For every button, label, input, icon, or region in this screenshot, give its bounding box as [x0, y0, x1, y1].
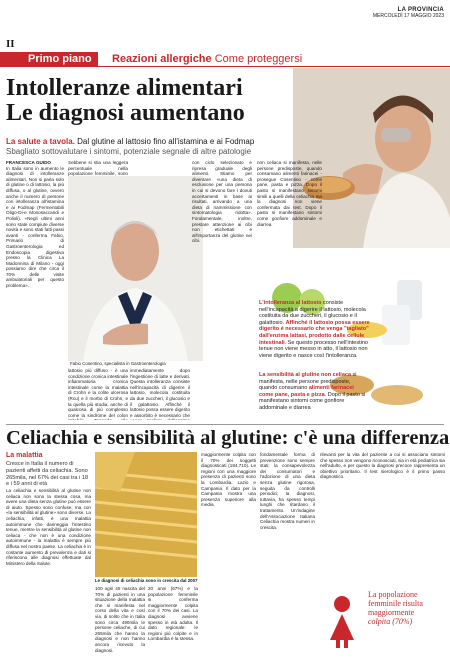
infobox-gluten-tail: . Dopo il pasto si manifestano sintomi come gonfiore addominale e diarrea: [259, 391, 366, 411]
article1-column-5-text: con ciclo selezionato e ripresa graduale degli alimenti. Stiamo per diventare «una dieta di esclusione per una persona in cui si devono fare i dovuti accertamenti in base ai risultati, arrivando a una dieta di riammissione con sintomatologia ridotta». Fondamentale, inoltre, prestare attenzione ai cibi non etichettati e all'importanza del glutine nei cibi.: [192, 160, 252, 244]
pasta-illustration: [95, 452, 197, 577]
article2-column-5: [260, 452, 315, 654]
pull-quote-line-4: colpita (70%): [368, 617, 413, 626]
subhead-deck: Sbagliato sottovalutare i sintomi, potenziale segnale di altre patologie: [6, 147, 252, 156]
female-icon: [320, 590, 364, 650]
headline-line-2: Le diagnosi aumentano: [6, 100, 245, 126]
sidebox-text: Cresce in Italia il numero di pazienti affetti da celiachia. Sono 265mila, nel 67% dei casi tra i 18 e i 59 anni di età: [6, 461, 89, 488]
headline-line-1: Intolleranze alimentari: [6, 75, 243, 101]
infobox-lactose-tail: . Se questo processo nell'intestino tenue non viene messo in atto, il lattosio non viene digerito e nasce così l'intolleranza.: [259, 339, 368, 359]
article1-column-1: [6, 160, 64, 410]
section-kicker: [112, 52, 302, 66]
masthead: [373, 7, 444, 19]
article1-column-2: [68, 160, 128, 176]
infobox-gluten: [259, 372, 369, 412]
article1-column-6-text: non celiaca si manifesta, nelle persone predisposte, quando consumano alimenti farinacei - prosegue Cosentino - come pane, pasta e pizza. Dopo il pasto si manifestano sintomi simili a quelli della celiachia ma la diagnosi non viene confermata dai test. Dopo il pasto si manifestano sintomi come gonfiore addominale e diarrea.: [257, 160, 322, 227]
article1-column-2-text: Sebbene si stia una leggera percentuale nella popolazione femminile, sono: [68, 160, 128, 176]
pull-quote: [368, 590, 446, 626]
infobox-lactose: [259, 300, 374, 359]
doctor-illustration: [68, 176, 203, 361]
infobox-gluten-title: La sensibilità al glutine non celiaca: [259, 372, 351, 378]
article-divider: [6, 424, 444, 425]
subhead-lead: La salute a tavola.: [6, 137, 75, 146]
photo-doctor-caption: Fabio Cosentino, specialista in Gastroenterologia: [70, 361, 166, 366]
article2-column-4-text: maggiormente colpita con il 70% dei soggetti diagnosticati (184.710). Le regioni con una maggiore presenza di pazienti sono la Lombardia, Lazio e Campania. Il dato per la Campania mostra una presenza superiore alla media.: [201, 452, 256, 508]
article2-column-1-text: La celiachia e sensibilità al glutine non celiaca non sono la stessa cosa, ma avere una dieta senza glutine può essere di aiuto. Spesso sono confuse, ma con «la sensibilità al glutine» sono diverse. La celiachia, infatti, è una malattia autoimmune che danneggia l'intestino tenue, mentre la sensibilità al glutine non celiaca - che non è una condizione autoimmune - la malattia è sempre più diffusa nel nostro paese. La celiachia è in costante aumento di prevalenza e dati si riferiscono alle diagnosi effettuate dal Ministero della Salute.: [6, 488, 91, 566]
article1-column-5: [192, 160, 252, 420]
article2-column-3-text: 20 anni (67%) e la popolazione femminile si conferma maggiormente colpita con il 70% dei casi. La diagnosi avviene spesso in età adulta. Il dato regionale: le regioni più colpite e in Lombardia è la stessa.: [148, 586, 198, 642]
subhead-text: Dal glutine al lattosio fino all'istamina e ai Fodmap: [74, 137, 255, 146]
article1-column-3: [68, 368, 128, 420]
photo-pasta-caption: Le diagnosi di celiachia sono in crescita dal 2007: [95, 578, 198, 583]
pull-quote-line-2: femminile risulta: [368, 599, 423, 608]
newspaper-name: LA PROVINCIA: [397, 7, 444, 13]
article1-column-4-text: immediatamente dopo l'ingestione di latte e derivati. Questa intolleranza consiste nell'incapacità di digerire il lattosio, molecola costituita da due zuccheri, il glucosio e il galattosio. Affinché il lattosio possa essere digerito e assorbito è necessario che: [130, 368, 190, 418]
article-headline: [6, 76, 306, 126]
section-tab: Primo piano: [0, 52, 98, 66]
article1-column-6: [257, 160, 322, 278]
kicker-topic: Reazioni allergiche: [112, 53, 212, 65]
intolerance-infobox: [257, 280, 444, 418]
article1-column-3-text: lattosio più diffuso - è una condizione cronica intestinale infiammatoria cronica intestinale come la malattia di Crohn e la colite ulcerosa (Rcu) e il morbo di Crohn, e la quella più studia, anche di qualcosa di più complesso come la sindrome del colon: [68, 368, 128, 418]
article2-column-3: [148, 586, 198, 654]
article2-column-1: [6, 488, 91, 653]
article-subheadline: [6, 137, 316, 157]
article2-column-5-text: fondamentale forma di prevenzione sono sempre stati: la consapevolezza dei consumatori e l'adozione di una dieta senza glutine rigorosa, seguita da controlli periodici; la diagnosi, tuttavia, ha spesso tempi lunghi che ritardano il trattamento. Un'indagine dell'Associazione Italiana Celiachia mostra numeri in crescita.: [260, 452, 315, 530]
article1-column-1-text: In Italia sono in aumento le diagnosi di intolleranze alimentari. Non si parla solo di glutine o di lattosio, la più diffusa, o al glutine, ovvero anche il numero di persone con intolleranza all'istamina e ai Fodmap (Fermentabili Oligo-Di-e Monosaccaridi e Polioli). «Negli ultimi anni sono state compiute diverse novità e sono stati fatti passi avanti - conferma Fabio, Primario di Gastroenterologia ed Endoscopia digestiva presso la Clinica La Madonnina di Milano - oggi possiamo dire che circa il 70% delle visite ambulatoriali per questo problema».: [6, 165, 64, 289]
infobox-gluten-text: si manifesta, nelle persone predisposte, quando consumano: [259, 372, 357, 392]
infobox-gluten-highlight: alimenti farinacei come pane, pasta e pizza: [259, 385, 354, 398]
infobox-lactose-title: L'intolleranza al lattosio: [259, 300, 322, 306]
article2-column-6-text: rilevanti per la vita del paziente a cui si associano sintomi che spesso non vengono riconosciuti, sia in età pediatrica sia nell'adulto, e per questo la diagnosi precoce rappresenta un obiettivo prioritario. Il test sierologico è il primo passo diagnostico.: [320, 452, 445, 480]
article1-column-4: [130, 368, 190, 420]
sidebox-title: La malattia: [6, 452, 43, 459]
article2-column-6: [320, 452, 445, 586]
article2-column-2-text: 100 ogni 45 nascita del 70% di pazienti in una situazione della malattia che si manifesta nel corso della vita e così via, di solito che in Italia sono circa 490mila le persone celiache, di cui 265mila che hanno la diagnosi e non hanno ancora ricevuto la diagnosi.: [95, 586, 145, 653]
article2-column-2: [95, 586, 145, 654]
article2-column-4: [201, 452, 256, 654]
page-number: II: [6, 38, 15, 50]
photo-pasta: [95, 452, 197, 577]
infobox-lactose-highlight: Affinché il lattosio possa essere digerito è necessario che venga "tagliato" dall'enzima lattasi, prodotto dalle cellule intestinali: [259, 319, 370, 346]
photo-doctor: [68, 176, 203, 361]
issue-date: MERCOLEDÌ 17 MAGGIO 2023: [372, 13, 444, 19]
infobox-lactose-text: consiste nell'incapacità a digerire il lattosio, molecola costituita da due zuccheri, il glucosio e il galattosio.: [259, 300, 366, 326]
pull-quote-line-3: maggiormente: [368, 608, 415, 617]
kicker-subtopic: Come proteggersi: [214, 53, 303, 65]
byline: FRANCESCA GUIDO: [6, 160, 52, 165]
pull-quote-line-1: La popolazione: [368, 590, 418, 599]
article2-headline: Celiachia e sensibilità al glutine: c'è una differenza: [6, 427, 450, 449]
